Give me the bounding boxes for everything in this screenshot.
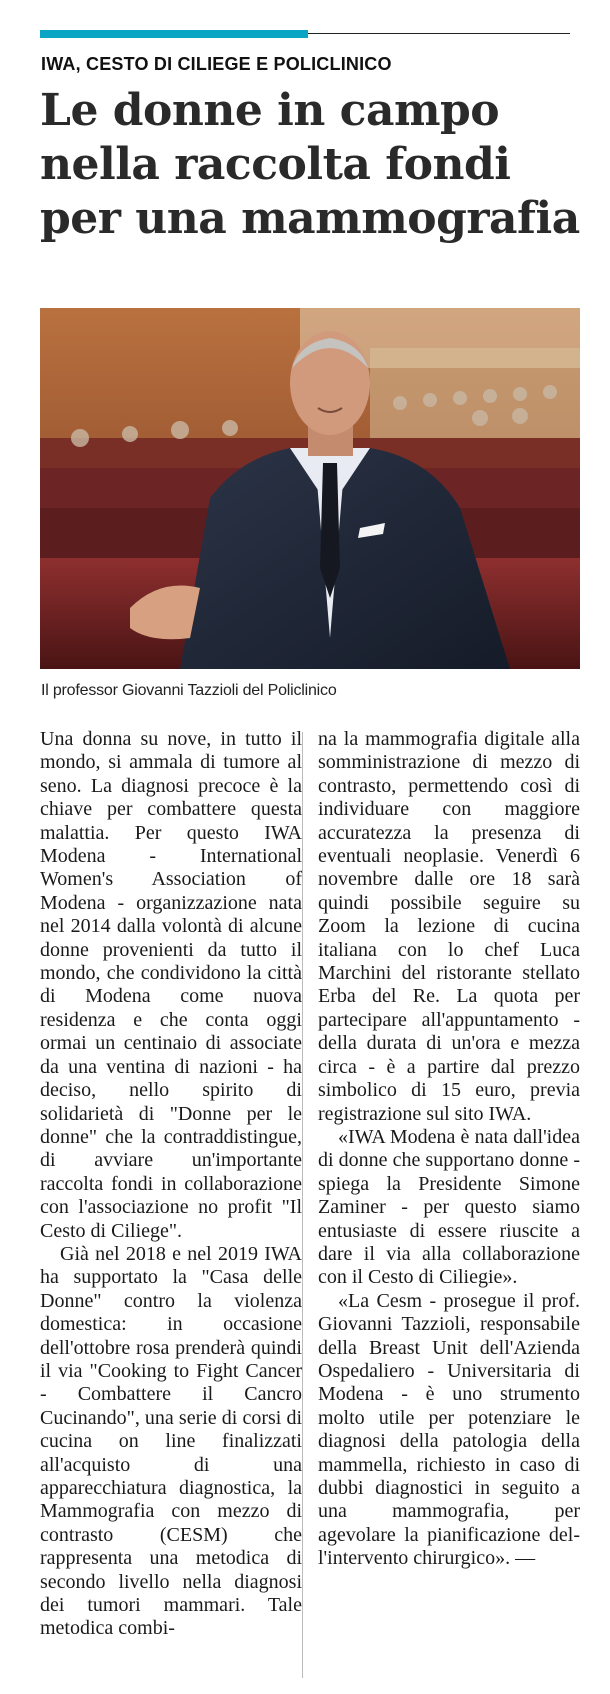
kicker: IWA, CESTO DI CILIEGE E POLICLINICO [41,54,392,74]
headline [40,84,580,246]
article-column-right [318,728,580,1571]
body-paragraph: Una donna su nove, in tutto il mondo, si ammala di tumore al seno. La diagnosi precoce è la chiave per combattere questa malattia. Per questo IWA Modena - International Women's Association of Modena - organizzazione nata nel 2014 dalla volontà di alcune donne provenienti da tutto il mondo, che condividono la città di Modena come nuova residenza e che conta oggi ormai un centinaio di associate da una ventina di nazioni - ha deciso, nello spirito di solidarietà di "Donne per le donne" che la contraddistingue, di avviare un'importante raccolta fondi in collaborazione con l'associazione no profit "Il Cesto di Ciliege". [40,728,302,1242]
body-paragraph: «IWA Modena è nata dall'idea di donne che supportano donne - spiega la Presidente Simone Zaminer - per questo siamo entusiaste di essere riuscite a dare il via alla collaborazione con il Cesto di Ciliegie». [318,1125,580,1289]
top-rule [308,33,570,34]
section-accent-bar [40,30,308,38]
headline-line: Le donne in campo [40,85,500,136]
body-paragraph: na la mammografia digitale alla somministrazione di mezzo di contrasto, permettendo così di individuare con maggiore accuratezza la presenza di eventuali neoplasie. Venerdì 6 novembre dalle ore 18 sarà quindi possibile seguire su Zoom la lezione di cucina italiana con lo chef Luca Marchini del ristorante stellato Erba del Re. La quota per partecipare all'appuntamento - della durata di un'ora e mezza circa - è a partire dal prezzo simbolico di 15 euro, previa registrazione sul sito IWA. [318,728,580,1125]
column-divider [302,732,303,1678]
article-column-left [40,728,302,1641]
headline-line: nella raccolta fondi [40,139,511,190]
photo-illustration [40,308,580,669]
photo-caption: Il professor Giovanni Tazzioli del Policlinico [41,682,337,699]
article-photo [40,308,580,669]
body-paragraph: Già nel 2018 e nel 2019 IWA ha supportato la "Casa delle Donne" contro la violenza domestica: in occasione dell'ottobre rosa prenderà quindi il via "Cooking to Fight Cancer - Combattere il Cancro Cucinando", una serie di corsi di cucina on line finalizzati all'acquisto di una apparecchiatura diagnostica, la Mammografia con mezzo di contrasto (CESM) che rappresenta una metodica di secondo livello nella diagnosi dei tumori mammari. Tale metodica combi- [40,1242,302,1640]
headline-line: per una mammografia [40,193,580,244]
body-paragraph: «La Cesm - prosegue il prof. Giovanni Tazzioli, responsabile della Breast Unit dell'Azienda Ospedaliero - Universitaria di Modena - è uno strumento molto utile per potenziare le diagnosi della patologia della mammella, richiesto in caso di dubbi diagnostici in seguito a una mammografia, per agevolare la pianificazione del- l'intervento chirurgico». — [318,1289,580,1570]
